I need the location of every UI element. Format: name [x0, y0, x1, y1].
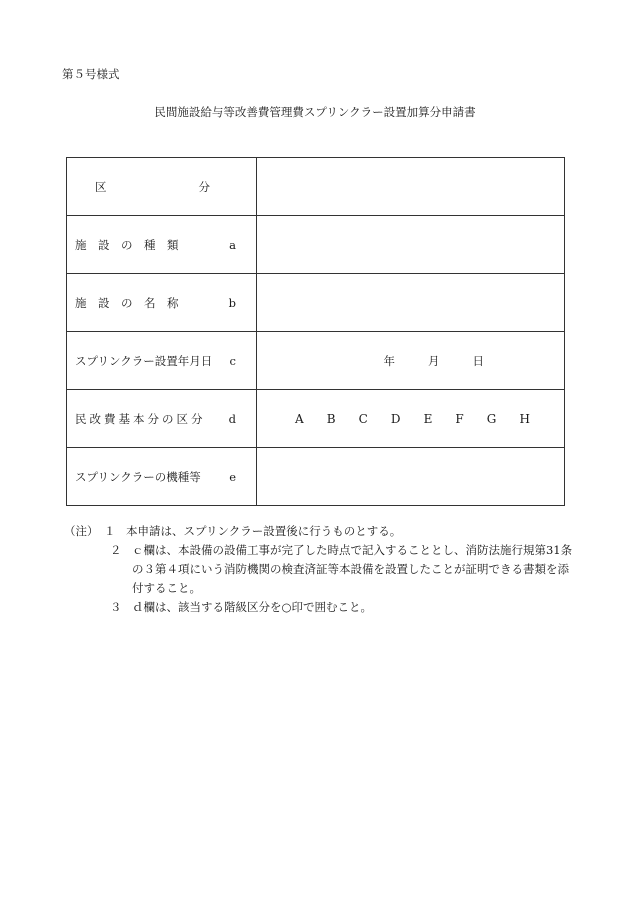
- grade-option[interactable]: A: [295, 411, 304, 426]
- label-cell-category: [67, 158, 257, 216]
- grade-option[interactable]: C: [358, 411, 368, 426]
- table-row: [67, 158, 565, 216]
- note-text: ｄ欄は、該当する階級区分を○印で囲むこと。: [132, 600, 373, 614]
- mark-d: d: [228, 411, 236, 426]
- label-cell-install-date: [67, 332, 257, 390]
- note-number: ２: [110, 543, 122, 557]
- label-cell-basic-category: [67, 390, 257, 448]
- form-number: 第５号様式: [62, 67, 120, 81]
- grade-option[interactable]: G: [486, 411, 497, 426]
- date-day-label: 日: [472, 353, 484, 368]
- note-number: ３: [110, 600, 122, 614]
- table-row: [67, 332, 565, 390]
- grade-option[interactable]: B: [326, 411, 336, 426]
- notes-heading: （注）: [64, 524, 99, 538]
- grade-option[interactable]: D: [390, 411, 401, 426]
- note-text: ｃ欄は、本設備の設備工事が完了した時点で記入することとし、消防法施行規第31条の３第４項にいう消防機関の検査済証等本設備を設置したことが証明できる書類を添付すること。: [132, 543, 573, 595]
- mark-b: b: [228, 295, 236, 310]
- label-cell-facility-type: [67, 216, 257, 274]
- mark-a: a: [229, 237, 236, 252]
- application-form-table: [66, 157, 565, 506]
- table-row: [67, 216, 565, 274]
- table-row: [67, 390, 565, 448]
- note-number: １: [104, 524, 116, 538]
- note-text: 本申請は、スプリンクラー設置後に行うものとする。: [126, 524, 402, 538]
- notes-section: [64, 522, 574, 617]
- grade-option[interactable]: H: [519, 411, 530, 426]
- value-cell-facility-name[interactable]: [257, 274, 565, 332]
- value-cell-category[interactable]: [257, 158, 565, 216]
- grade-option[interactable]: E: [423, 411, 433, 426]
- label-cell-model: [67, 448, 257, 506]
- label-install-date: スプリンクラー設置年月日: [75, 353, 213, 368]
- grade-options: [257, 412, 564, 426]
- label-facility-name: 施 設 の 名 称: [75, 295, 179, 310]
- label-model: スプリンクラーの機種等: [75, 469, 201, 484]
- label-category: 区 分: [95, 179, 210, 194]
- date-month-label: 月: [428, 353, 440, 368]
- mark-c: c: [229, 353, 236, 368]
- value-cell-grades: [257, 390, 565, 448]
- grade-option[interactable]: F: [455, 411, 464, 426]
- table-row: [67, 274, 565, 332]
- value-cell-install-date[interactable]: [257, 332, 565, 390]
- value-cell-facility-type[interactable]: [257, 216, 565, 274]
- document-title: 民間施設給与等改善費管理費スプリンクラー設置加算分申請書: [154, 105, 476, 119]
- label-basic-category: 民改費基本分の区分: [75, 411, 206, 426]
- label-facility-type: 施 設 の 種 類: [75, 237, 179, 252]
- mark-e: e: [229, 469, 236, 484]
- date-year-label: 年: [383, 353, 395, 368]
- label-cell-facility-name: [67, 274, 257, 332]
- value-cell-model[interactable]: [257, 448, 565, 506]
- table-row: [67, 448, 565, 506]
